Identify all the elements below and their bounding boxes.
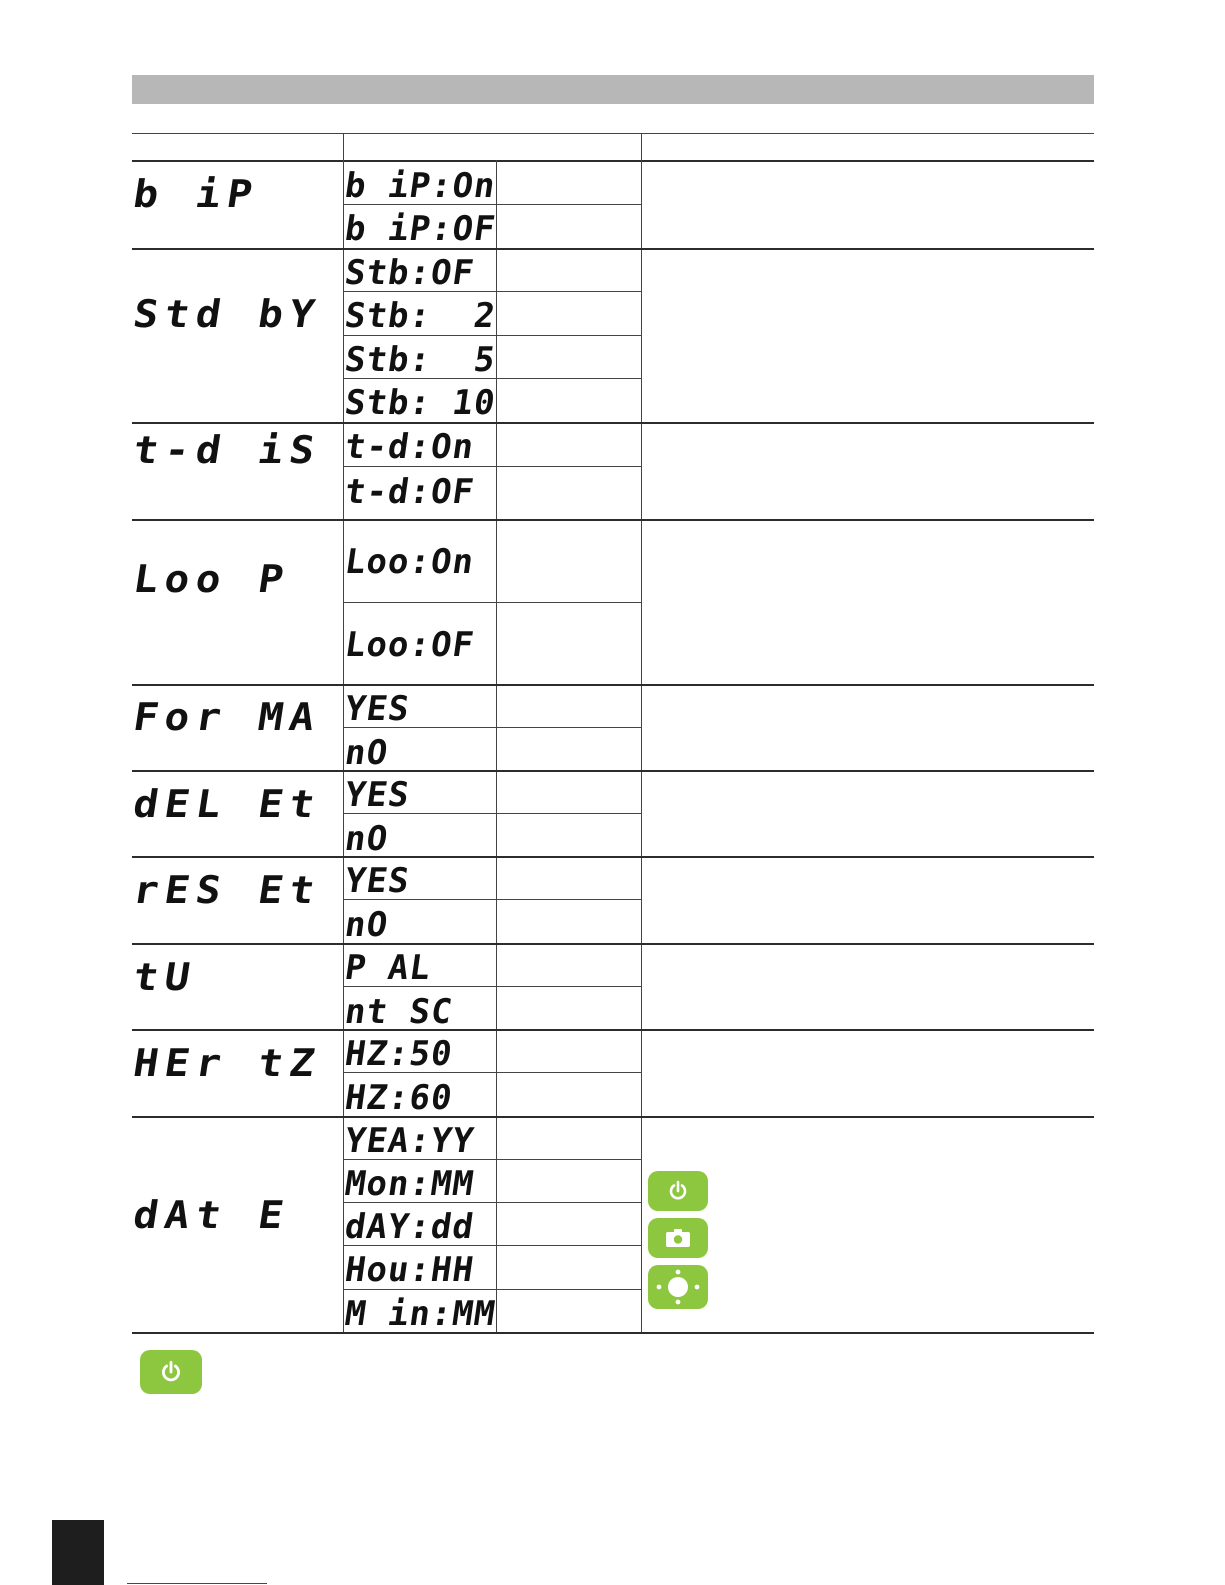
setting-code-beep: b iP <box>130 172 262 216</box>
option-value: Stb: 5 <box>342 340 499 380</box>
dpad-icon <box>653 1268 703 1306</box>
option-value: M in:MM <box>342 1294 499 1334</box>
section-header-bar <box>132 75 1094 104</box>
power-button-icon <box>648 1171 708 1211</box>
group-rule <box>132 1116 1094 1118</box>
setting-code-tv: tU <box>130 955 200 999</box>
option-value: YES <box>342 775 413 815</box>
option-value: HZ:50 <box>342 1034 456 1074</box>
note-power-button-icon <box>140 1350 202 1394</box>
group-rule <box>132 943 1094 945</box>
option-value: YES <box>342 689 413 729</box>
option-value: t-d:OF <box>342 472 477 512</box>
option-value: nO <box>342 733 391 773</box>
option-value: Stb:OF <box>342 253 477 293</box>
option-value: b iP:OF <box>342 209 499 249</box>
group-rule <box>132 248 1094 250</box>
dpad-button-icon <box>648 1265 708 1309</box>
power-icon <box>666 1179 690 1203</box>
setting-code-hertz: HEr tZ <box>130 1041 325 1085</box>
option-value: Loo:OF <box>342 625 477 665</box>
option-value: YEA:YY <box>342 1121 477 1161</box>
setting-code-time-display: t-d iS <box>130 428 325 472</box>
option-value: Stb: 10 <box>342 383 499 423</box>
option-value: dAY:dd <box>342 1207 477 1247</box>
option-value: nt SC <box>342 992 456 1032</box>
option-value: b iP:On <box>342 166 499 206</box>
group-rule <box>132 770 1094 772</box>
option-value: Hou:HH <box>342 1250 477 1290</box>
camera-icon <box>664 1227 692 1249</box>
group-rule <box>132 1029 1094 1031</box>
power-icon <box>158 1359 184 1385</box>
group-rule <box>132 684 1094 686</box>
option-value: nO <box>342 905 391 945</box>
setting-code-delete: dEL Et <box>130 782 325 826</box>
setting-code-date: dAt E <box>130 1193 293 1237</box>
page-number-tab <box>52 1520 104 1585</box>
setting-code-reset: rES Et <box>130 868 325 912</box>
option-value: Mon:MM <box>342 1164 477 1204</box>
table-bottom-rule <box>132 1332 1094 1334</box>
option-value: P AL <box>342 948 434 988</box>
group-rule <box>132 422 1094 424</box>
group-rule <box>132 856 1094 858</box>
option-rule <box>343 602 641 603</box>
option-value: Stb: 2 <box>342 296 499 336</box>
table-top-rule <box>132 133 1094 134</box>
setting-code-standby: Std bY <box>130 292 325 336</box>
group-rule <box>132 519 1094 521</box>
option-value: YES <box>342 861 413 901</box>
option-value: nO <box>342 819 391 859</box>
footer-link-underline[interactable] <box>127 1583 267 1584</box>
column-divider-2 <box>641 133 642 1333</box>
option-value: HZ:60 <box>342 1078 456 1118</box>
table-header-rule <box>132 160 1094 162</box>
camera-button-icon <box>648 1218 708 1258</box>
setting-code-format: For MA <box>130 695 325 739</box>
option-value: Loo:On <box>342 542 477 582</box>
setting-code-loop: Loo P <box>130 557 293 601</box>
option-value: t-d:On <box>342 427 477 467</box>
